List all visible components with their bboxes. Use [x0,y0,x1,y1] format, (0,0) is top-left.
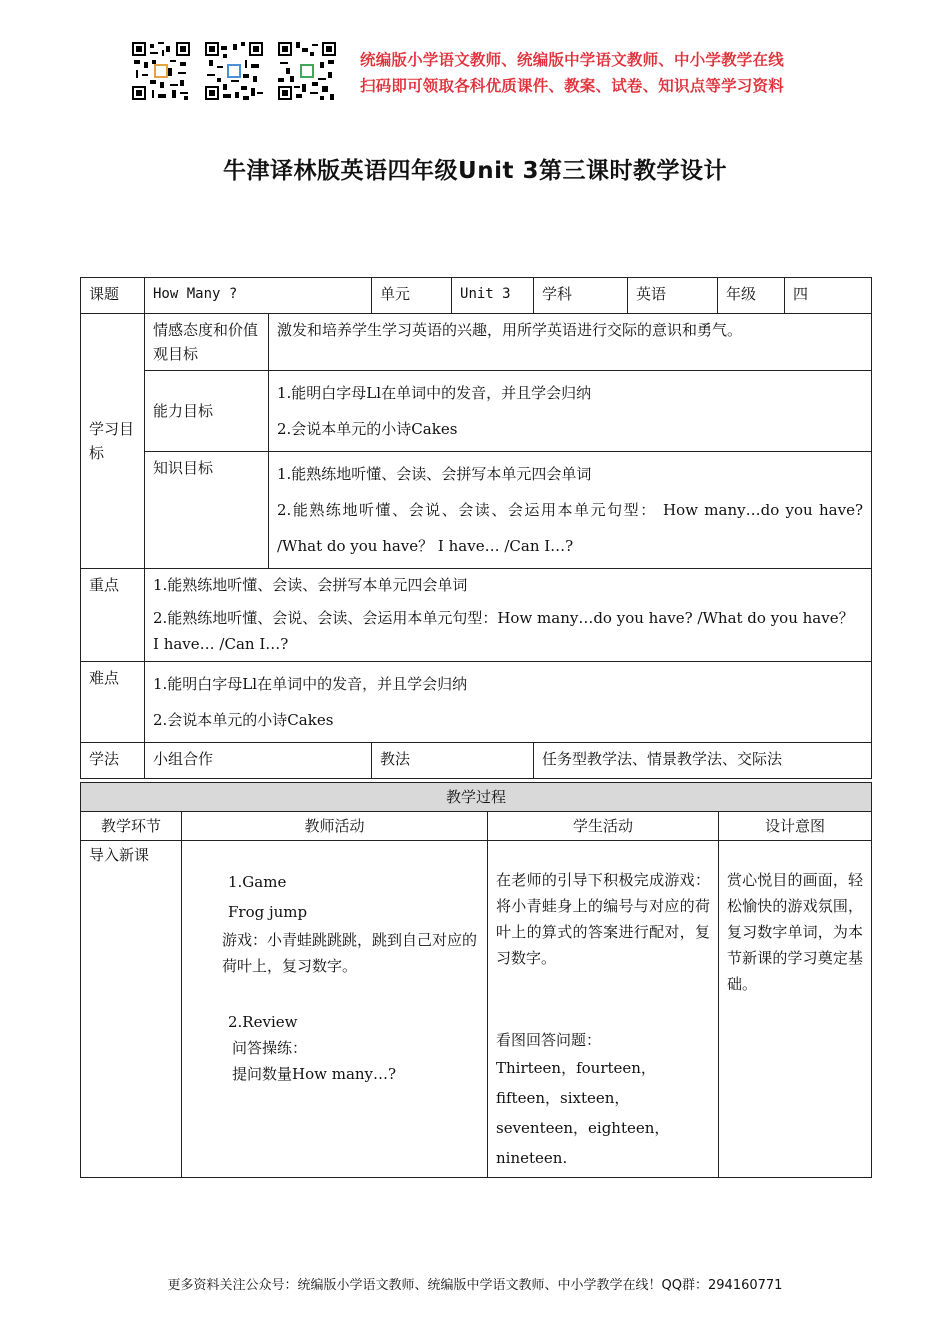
promo-line-1: 统编版小学语文教师、统编版中学语文教师、中小学教学在线 [360,51,784,69]
topic-label: 课题 [81,278,145,314]
emotion-goal-text: 激发和培养学生学习英语的兴趣，用所学英语进行交际的意识和勇气。 [269,314,872,371]
design-intent-cell: 赏心悦目的画面，轻松愉快的游戏氛围，复习数字单词，为本节新课的学习奠定基础。 [719,841,872,1178]
unit-label: 单元 [372,278,452,314]
teacher-activity-cell [182,841,488,1178]
ability-goal-2: 2.会说本单元的小诗Cakes [277,420,458,438]
game-name: Frog jump [228,903,308,921]
stage-cell: 导入新课 [81,841,182,1178]
knowledge-goal-1: 1.能熟练地听懂、会读、会拼写本单元四会单词 [277,465,592,483]
page-title: 牛津译林版英语四年级Unit 3第三课时教学设计 [223,158,727,184]
student-activity-2-title: 看图回答问题： [496,1031,602,1049]
qr-code-3 [278,42,336,100]
key-points-label: 重点 [81,569,145,662]
knowledge-goal-cell [269,452,872,569]
student-activity-cell [488,841,719,1178]
knowledge-goal-label: 知识目标 [145,452,269,569]
col-header-student: 学生活动 [488,812,719,841]
qr-code-1 [132,42,190,100]
student-activity-1: 在老师的引导下积极完成游戏：将小青蛙身上的编号与对应的荷叶上的算式的答案进行配对，复习数字。 [496,871,710,967]
knowledge-goal-2: 2.能熟练地听懂、会说、会读、会运用本单元句型： How many…do you have? /What do you have？ I have… /Can I…? [277,501,864,555]
game-title: 1.Game [228,873,287,891]
teaching-method-label: 教法 [372,743,534,779]
ability-goal-cell [269,371,872,452]
col-header-teacher: 教师活动 [182,812,488,841]
difficult-point-1: 1.能明白字母Ll在单词中的发音，并且学会归纳 [153,675,468,693]
teaching-method-value: 任务型教学法、情景教学法、交际法 [534,743,872,779]
grade-value: 四 [785,278,872,314]
goals-label: 学习目标 [81,314,145,569]
game-description: 游戏：小青蛙跳跳跳，跳到自己对应的荷叶上，复习数字。 [222,931,478,975]
student-activity-2: Thirteen，fourteen，fifteen，sixteen，seventeen，eighteen，nineteen. [496,1059,670,1167]
key-point-1: 1.能熟练地听懂、会读、会拼写本单元四会单词 [153,576,468,594]
promo-line-2: 扫码即可领取各科优质课件、教案、试卷、知识点等学习资料 [360,77,784,95]
process-title: 教学过程 [81,783,872,812]
review-question: 提问数量How many…? [232,1065,397,1083]
difficult-points-label: 难点 [81,662,145,743]
review-subtitle: 问答操练： [232,1039,308,1057]
col-header-intent: 设计意图 [719,812,872,841]
footer-text: 更多资料关注公众号：统编版小学语文教师、统编版中学语文教师、中小学教学在线！QQ群：294160771 [167,1278,783,1293]
emotion-goal-label: 情感态度和价值观目标 [145,314,269,371]
ability-goal-label: 能力目标 [145,371,269,452]
difficult-point-2: 2.会说本单元的小诗Cakes [153,711,334,729]
subject-label: 学科 [534,278,628,314]
promo-text [360,47,784,99]
col-header-stage: 教学环节 [81,812,182,841]
subject-value: 英语 [628,278,718,314]
key-points-cell [145,569,872,662]
key-point-2: 2.能熟练地听懂、会说、会读、会运用本单元句型：How many…do you have? /What do you have？ I have… /Can I…? [153,609,854,653]
difficult-points-cell [145,662,872,743]
review-title: 2.Review [228,1013,298,1031]
learning-method-label: 学法 [81,743,145,779]
qr-code-2 [205,42,263,100]
topic-value: How Many ? [145,278,372,314]
grade-label: 年级 [718,278,785,314]
learning-method-value: 小组合作 [145,743,372,779]
ability-goal-1: 1.能明白字母Ll在单词中的发音，并且学会归纳 [277,384,592,402]
unit-value: Unit 3 [452,278,534,314]
lesson-info-table [80,277,872,779]
teaching-process-table [80,782,872,1178]
